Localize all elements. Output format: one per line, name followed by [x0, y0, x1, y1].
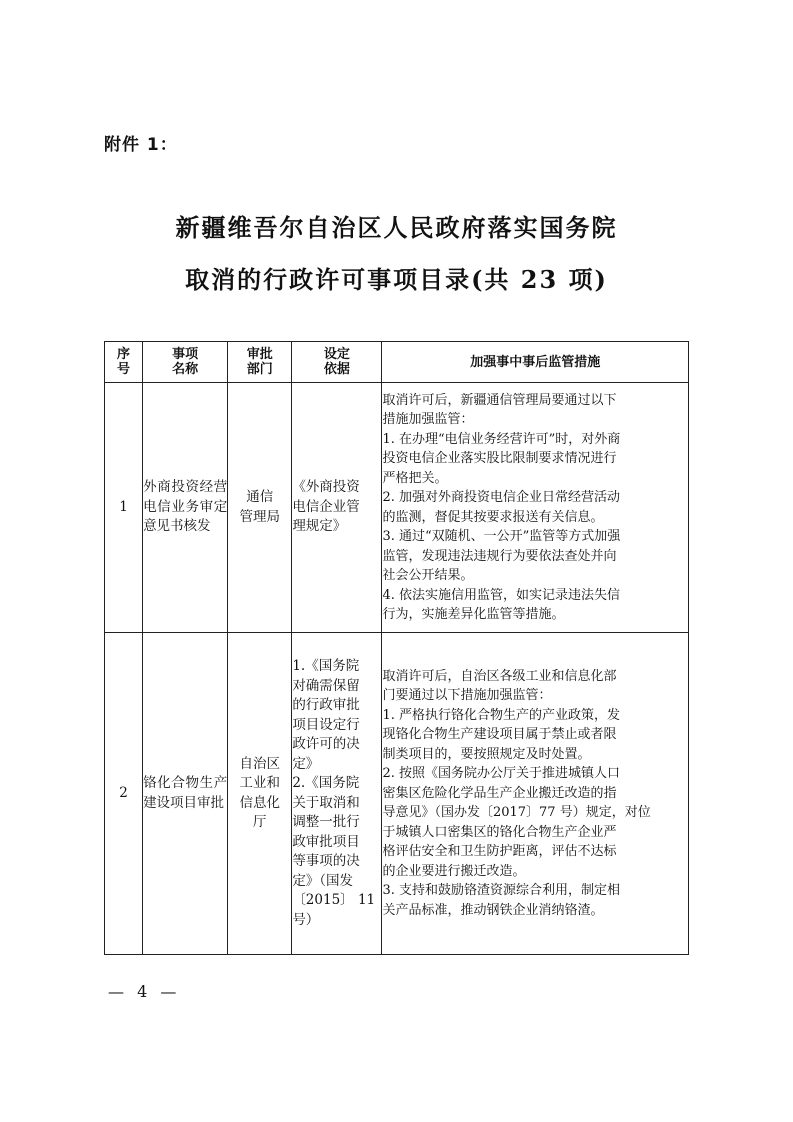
- table-row: [105, 383, 689, 633]
- row-measures: 取消许可后，新疆通信管理局要通过以下 措施加强监管： 1. 在办理“电信业务经营许可”时，对外商 投资电信企业落实股比限制要求情况进行 严格把关。 2. 加强对外商投资电信企业日常经营活动 的监测，督促其按要求报送有关信息。 3. 通过“双随机、一公开”监管等方式加强 监管，发现违法违规行为要依法查处并向 社会公开结果。 4. 依法实施信用监管，如实记录违法失信 行为，实施差异化监管等措施。: [382, 383, 689, 633]
- row-seq: 2: [105, 633, 143, 955]
- attachment-label: 附件 1：: [104, 135, 178, 155]
- table-header-row: [105, 342, 689, 383]
- header-basis: 设定 依据: [292, 342, 382, 383]
- header-seq: 序 号: [105, 342, 143, 383]
- document-title-line-2: 取消的行政许可事项目录(共 23 项): [185, 265, 608, 294]
- header-name: 事项 名称: [143, 342, 228, 383]
- permits-table: [104, 341, 689, 955]
- row-seq: 1: [105, 383, 143, 633]
- row-legal-basis: 《外商投资 电信企业管 理规定》: [292, 383, 382, 633]
- row-department: 自治区 工业和 信息化 厅: [228, 633, 292, 955]
- row-item-name: 铬化合物生产建设项目审批: [143, 633, 228, 955]
- table-row: [105, 633, 689, 955]
- page-number: — 4 —: [108, 982, 181, 1001]
- header-measures: 加强事中事后监管措施: [382, 342, 689, 383]
- row-legal-basis: 1.《国务院 对确需保留 的行政审批 项目设定行 政许可的决 定》 2.《国务院 关于取消和 调整一批行 政审批项目 等事项的决 定》（国发 〔2015〕 11 号）: [292, 633, 382, 955]
- row-item-name: 外商投资经营电信业务审定意见书核发: [143, 383, 228, 633]
- row-department: 通信 管理局: [228, 383, 292, 633]
- header-dept: 审批 部门: [228, 342, 292, 383]
- document-title-line-1: 新疆维吾尔自治区人民政府落实国务院: [175, 213, 618, 242]
- row-measures: 取消许可后，自治区各级工业和信息化部 门要通过以下措施加强监管： 1. 严格执行铬化合物生产的产业政策，发 现铬化合物生产建设项目属于禁止或者限 制类项目的，要按照规定及时处置。 2. 按照《国务院办公厅关于推进城镇人口 密集区危险化学品生产企业搬迁改造的指 导意见》（国办发〔2017〕77 号）规定，对位 于城镇人口密集区的铬化合物生产企业严 格评估安全和卫生防护距离，评估不达标 的企业要进行搬迁改造。 3. 支持和鼓励铬渣资源综合利用，制定相 关产品标准，推动钢铁企业消纳铬渣。: [382, 633, 689, 955]
